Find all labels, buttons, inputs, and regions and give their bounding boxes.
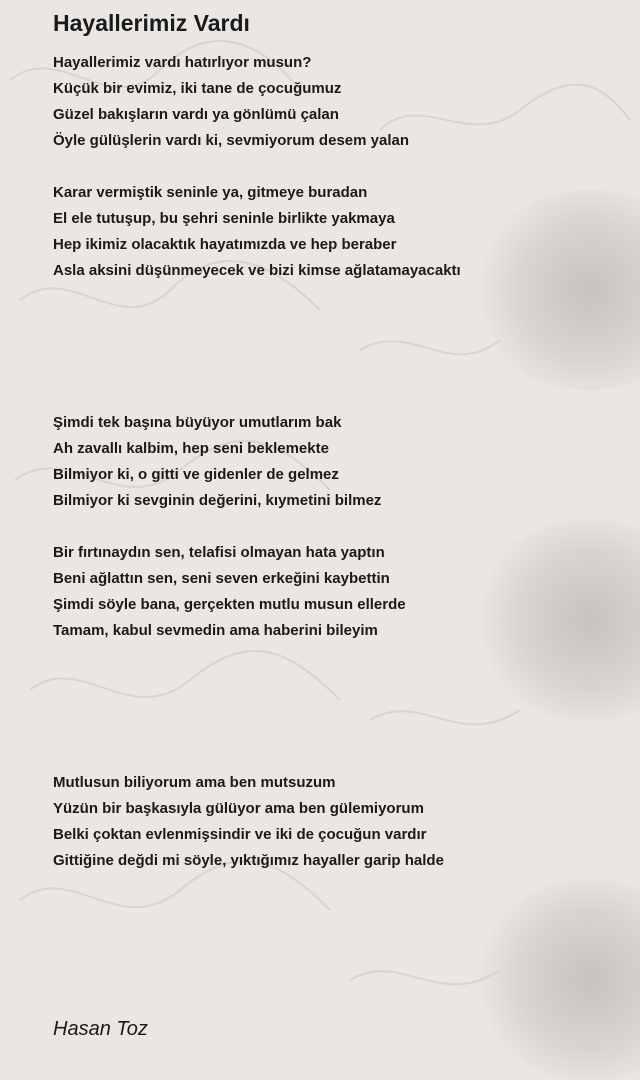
- poem-line: Gittiğine değdi mi söyle, yıktığımız hayaller garip halde: [53, 852, 444, 869]
- poem-line: Öyle gülüşlerin vardı ki, sevmiyorum desem yalan: [53, 132, 409, 149]
- poem-line: Asla aksini düşünmeyecek ve bizi kimse ağlatamayacaktı: [53, 262, 461, 279]
- poem-line: Tamam, kabul sevmedin ama haberini bileyim: [53, 622, 378, 639]
- poem-line: Belki çoktan evlenmişsindir ve iki de çocuğun vardır: [53, 826, 427, 843]
- poem-line: Bilmiyor ki, o gitti ve gidenler de gelmez: [53, 466, 339, 483]
- poem-line: Şimdi söyle bana, gerçekten mutlu musun ellerde: [53, 596, 406, 613]
- stanza: [53, 410, 381, 514]
- poem-line: Hep ikimiz olacaktık hayatımızda ve hep beraber: [53, 236, 397, 253]
- poem-title: Hayallerimiz Vardı: [53, 10, 250, 36]
- poem-line: Bilmiyor ki sevginin değerini, kıymetini bilmez: [53, 492, 382, 509]
- stanza: [53, 180, 461, 284]
- poem-line: Beni ağlattın sen, seni seven erkeğini kaybettin: [53, 570, 390, 587]
- poem-author: Hasan Toz: [53, 1018, 148, 1040]
- poem-line: Ah zavallı kalbim, hep seni beklemekte: [53, 440, 329, 457]
- stanza: [53, 50, 409, 154]
- poem-line: Hayallerimiz vardı hatırlıyor musun?: [53, 54, 312, 71]
- poem-line: Güzel bakışların vardı ya gönlümü çalan: [53, 106, 339, 123]
- poem-line: Mutlusun biliyorum ama ben mutsuzum: [53, 774, 336, 791]
- poem-line: Bir fırtınaydın sen, telafisi olmayan hata yaptın: [53, 544, 385, 561]
- poem-line: El ele tutuşup, bu şehri seninle birlikte yakmaya: [53, 210, 395, 227]
- stanza: [53, 540, 406, 644]
- stanza: [53, 770, 444, 874]
- poem-line: Karar vermiştik seninle ya, gitmeye buradan: [53, 184, 368, 201]
- poem-line: Yüzün bir başkasıyla gülüyor ama ben gülemiyorum: [53, 800, 424, 817]
- poem-line: Şimdi tek başına büyüyor umutlarım bak: [53, 414, 342, 431]
- poem-line: Küçük bir evimiz, iki tane de çocuğumuz: [53, 80, 342, 97]
